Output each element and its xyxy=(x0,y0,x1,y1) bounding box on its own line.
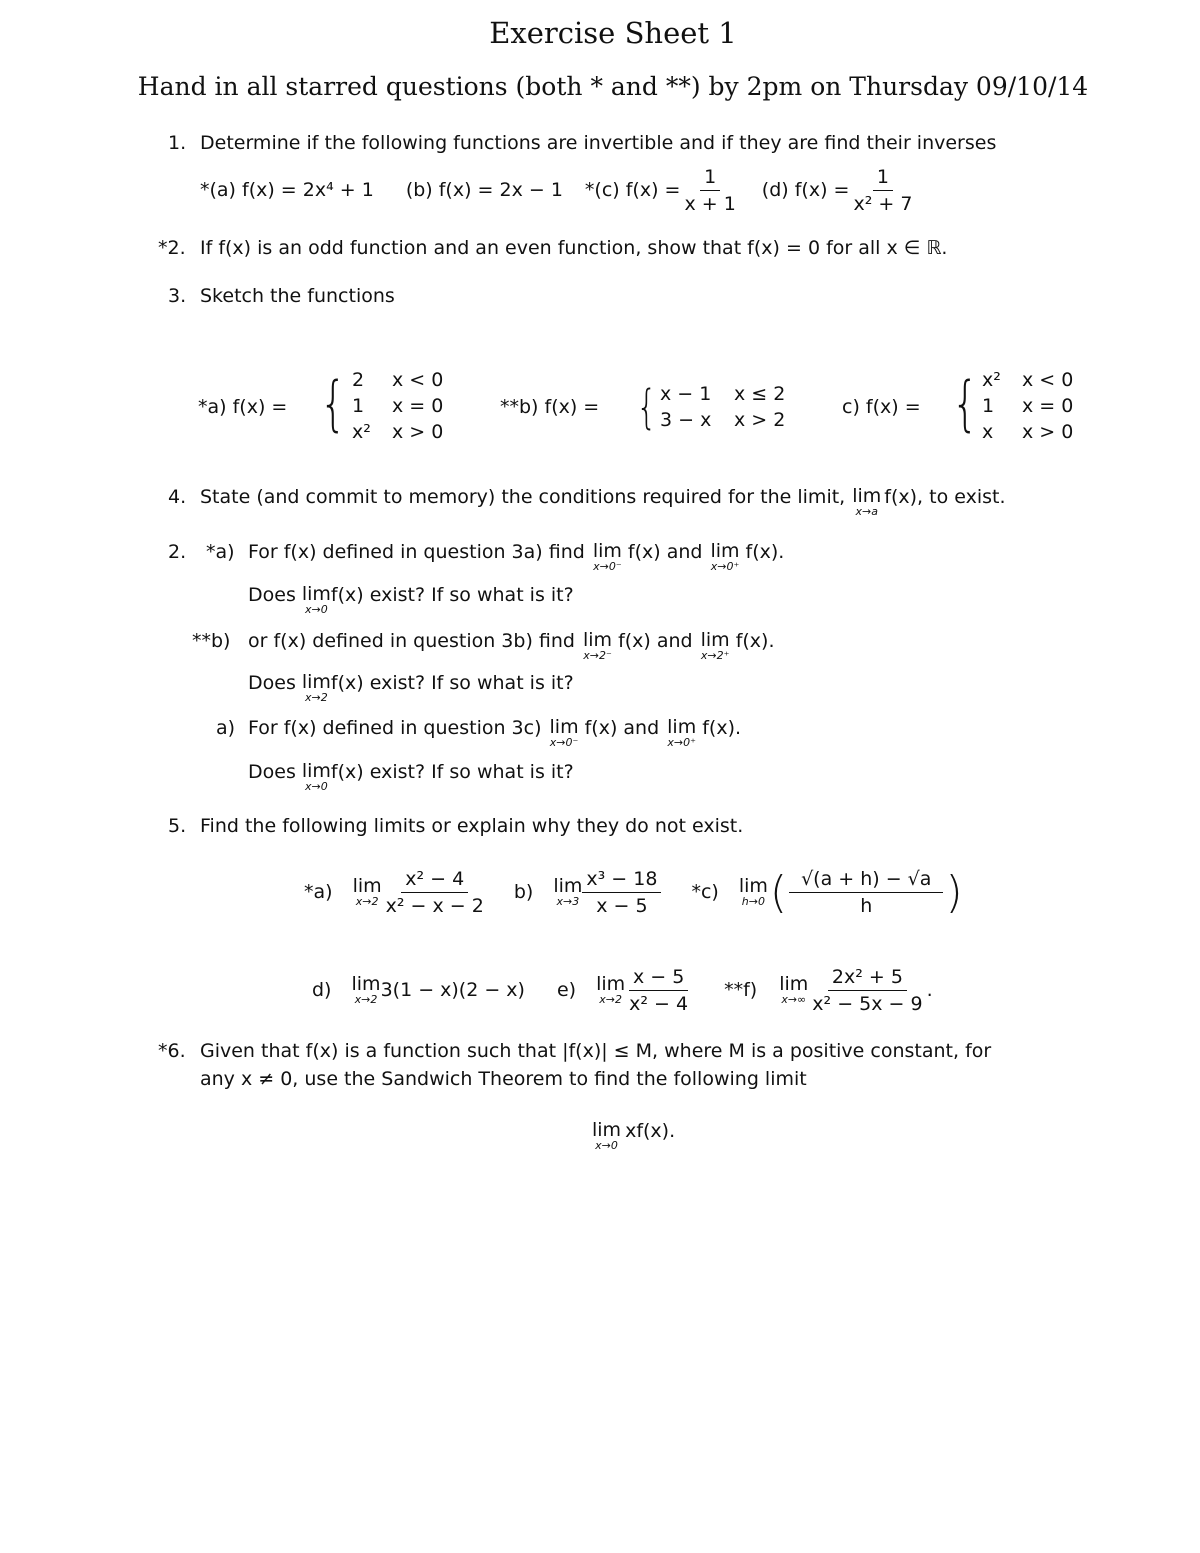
q1-parts xyxy=(200,160,916,220)
denominator: x − 5 xyxy=(596,894,648,917)
case-row: x − 1 x ≤ 2 xyxy=(660,383,786,405)
q3a-cases xyxy=(352,367,443,445)
q5a-label: *a) xyxy=(304,881,333,903)
limit-operator: lim x→2⁺ xyxy=(700,629,730,662)
limit-operator: lim x→2 xyxy=(351,973,381,1006)
limit-operator: lim x→0⁺ xyxy=(667,716,697,749)
limit-operator: lim x→∞ xyxy=(779,973,809,1006)
limit-operator: lim x→2 xyxy=(352,875,382,908)
q5-number: 5. xyxy=(168,815,187,837)
limit-operator: lim x→0 xyxy=(301,583,331,616)
page-subtitle: Hand in all starred questions (both * and **) by 2pm on Thursday 09/10/14 xyxy=(137,72,1089,101)
case-row: 3 − x x > 2 xyxy=(660,409,786,431)
left-paren: ( xyxy=(769,866,788,918)
q6-expression: xf(x). xyxy=(625,1120,676,1142)
q6-line-2: any x ≠ 0, use the Sandwich Theorem to find the following limit xyxy=(200,1068,807,1090)
q6-line-1: Given that f(x) is a function such that |f(x)| ≤ M, where M is a positive constant, for xyxy=(200,1040,992,1062)
q1-part-d: (d) f(x) = xyxy=(761,179,850,201)
q5b-fraction xyxy=(582,867,661,918)
page-title: Exercise Sheet 1 xyxy=(489,16,737,50)
numerator: 1 xyxy=(873,165,893,191)
q1-text: Determine if the following functions are invertible and if they are find their inverses xyxy=(200,132,997,154)
q5e-fraction xyxy=(625,965,692,1016)
q1-part-a: *(a) f(x) = 2x⁴ + 1 xyxy=(200,179,374,201)
numerator: √(a + h) − √a xyxy=(789,867,943,893)
case-row: 1 x = 0 xyxy=(352,395,444,417)
lim-subscript: x→a xyxy=(855,505,878,518)
q4-text-end: f(x), to exist. xyxy=(884,486,1006,508)
q1-part-d-fraction xyxy=(849,165,916,216)
q3-number: 3. xyxy=(168,285,187,307)
limit-operator: lim x→0 xyxy=(301,760,331,793)
q5b-label: b) xyxy=(513,881,534,903)
q4b-b-label: **b) xyxy=(192,630,231,652)
left-brace: { xyxy=(319,369,347,439)
q3-text: Sketch the functions xyxy=(200,285,395,307)
case-row: 1 x = 0 xyxy=(982,395,1074,417)
left-brace: { xyxy=(636,380,657,434)
q4b-a-does: Does lim x→0 f(x) exist? If so what is it? xyxy=(248,583,574,616)
numerator: x − 5 xyxy=(629,965,688,991)
q4-text-start: State (and commit to memory) the conditions required for the limit, xyxy=(200,486,846,508)
q5-row-1 xyxy=(304,862,965,922)
q5d-label: d) xyxy=(312,979,332,1001)
limit-operator: lim x→0 xyxy=(592,1119,622,1152)
case-row: x² x < 0 xyxy=(982,369,1074,391)
q5d-expression: 3(1 − x)(2 − x) xyxy=(380,979,525,1001)
numerator: x³ − 18 xyxy=(582,867,661,893)
q4b-b-does: Does lim x→2 f(x) exist? If so what is it? xyxy=(248,671,574,704)
q5e-label: e) xyxy=(556,979,577,1001)
q4b-a-label: *a) xyxy=(206,541,235,563)
left-brace: { xyxy=(951,369,979,439)
q4b-c-does: Does lim x→0 f(x) exist? If so what is it? xyxy=(248,760,574,793)
q4b-a-text: For f(x) defined in question 3a) find lim x→0⁻ f(x) and lim x→0⁺ f(x). xyxy=(248,540,785,573)
q3a-label: *a) f(x) = xyxy=(198,396,288,418)
limit-operator: lim x→2 xyxy=(596,973,626,1006)
q4-text xyxy=(200,486,1006,518)
q4b-c-text: For f(x) defined in question 3c) lim x→0⁻ f(x) and lim x→0⁺ f(x). xyxy=(248,716,742,749)
denominator: x² − 5x − 9 xyxy=(812,992,923,1015)
q1-number: 1. xyxy=(168,132,187,154)
numerator: 2x² + 5 xyxy=(828,965,907,991)
q5c-fraction xyxy=(789,867,943,918)
q5a-fraction xyxy=(382,867,488,918)
q4b-number: 2. xyxy=(168,541,187,563)
q4b-c-label: a) xyxy=(216,717,236,739)
numerator: 1 xyxy=(700,165,720,191)
right-paren: ) xyxy=(945,866,963,918)
q4-number: 4. xyxy=(168,486,187,508)
q2-number: *2. xyxy=(158,237,186,259)
limit-operator: lim x→2 xyxy=(301,671,331,704)
case-row: x x > 0 xyxy=(982,421,1074,443)
numerator: x² − 4 xyxy=(401,867,468,893)
q4b-b-text: or f(x) defined in question 3b) find lim x→2⁻ f(x) and lim x→2⁺ f(x). xyxy=(248,629,775,662)
limit-operator: lim x→3 xyxy=(553,875,583,908)
q1-part-b: (b) f(x) = 2x − 1 xyxy=(405,179,563,201)
case-row: 2 x < 0 xyxy=(352,369,444,391)
q3b-cases xyxy=(660,381,785,433)
case-row: x² x > 0 xyxy=(352,421,444,443)
q5f-label: **f) xyxy=(724,979,758,1001)
limit-operator: lim x→0⁻ xyxy=(592,540,622,573)
q5-text: Find the following limits or explain why they do not exist. xyxy=(200,815,744,837)
q5c-label: *c) xyxy=(691,881,719,903)
q2-text: If f(x) is an odd function and an even function, show that f(x) = 0 for all x ∈ ℝ. xyxy=(200,237,948,259)
q3b-label: **b) f(x) = xyxy=(500,396,600,418)
q3c-cases xyxy=(982,367,1073,445)
denominator: h xyxy=(860,894,873,917)
q6-limit xyxy=(592,1120,675,1152)
lim-word: lim xyxy=(852,485,882,507)
q6-number: *6. xyxy=(158,1040,186,1062)
q5f-period: . xyxy=(926,979,933,1001)
denominator: x² − 4 xyxy=(629,992,689,1015)
q5f-fraction xyxy=(808,965,926,1016)
limit-operator xyxy=(852,486,881,518)
denominator: x² + 7 xyxy=(853,192,913,215)
limit-operator: lim h→0 xyxy=(738,875,768,908)
limit-operator: lim x→0⁺ xyxy=(710,540,740,573)
q1-part-c: *(c) f(x) = xyxy=(584,179,681,201)
q3c-label: c) f(x) = xyxy=(842,396,921,418)
q1-part-c-fraction xyxy=(680,165,739,216)
denominator: x² − x − 2 xyxy=(385,894,484,917)
denominator: x + 1 xyxy=(684,192,736,215)
limit-operator: lim x→0⁻ xyxy=(549,716,579,749)
limit-operator: lim x→2⁻ xyxy=(582,629,613,662)
q5-row-2 xyxy=(312,960,933,1020)
